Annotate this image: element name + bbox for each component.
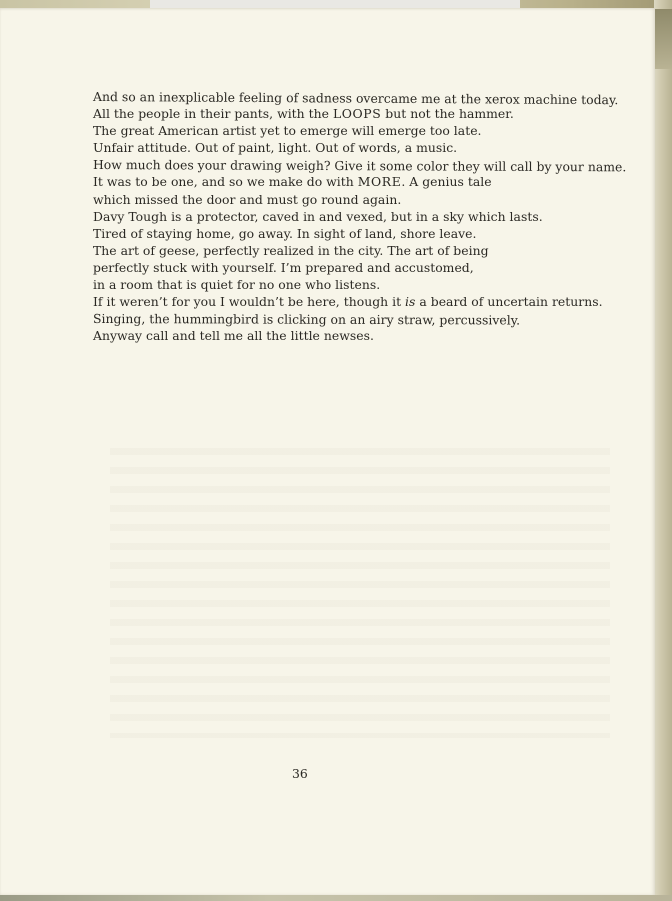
- poem-line-13-italic: is: [405, 294, 416, 310]
- poem-line-15: Anyway call and tell me all the little newses.: [93, 328, 374, 344]
- poem-line-3: The great American artist yet to emerge will emerge too late.: [93, 123, 482, 139]
- poem-line-6-end: . A genius tale: [401, 174, 492, 190]
- poem-line-2-small-caps: LOOPS: [332, 106, 382, 122]
- poem-line-11: perfectly stuck with yourself. I’m prepared and accustomed,: [93, 259, 474, 275]
- poem-line-6: [93, 173, 626, 190]
- poem-line-6-start: It was to be one, and so we make do with: [93, 174, 358, 190]
- poem-line-4: Unfair attitude. Out of paint, light. Out of words, a music.: [93, 140, 458, 156]
- scan-right-notch: [654, 9, 672, 69]
- poem-text: [93, 88, 626, 344]
- poem-line-14: Singing, the hummingbird is clicking on an airy straw, percussively.: [92, 311, 521, 328]
- poem-line-7: which missed the door and must go round again.: [93, 191, 402, 207]
- page-number: 36: [292, 766, 308, 781]
- poem-line-2-start: All the people in their pants, with the: [93, 106, 333, 122]
- show-through-texture: [110, 448, 610, 738]
- poem-line-10: The art of geese, perfectly realized in the city. The art of being: [93, 242, 489, 258]
- poem-line-9: Tired of staying home, go away. In sight of land, shore leave.: [93, 225, 477, 241]
- poem-line-13: [93, 293, 626, 310]
- poem-line-2-end: but not the hammer.: [381, 106, 514, 122]
- poem-line-5: How much does your drawing weigh? Give it some color they will call by your name.: [92, 157, 627, 175]
- poem-line-1: And so an inexplicable feeling of sadness overcame me at the xerox machine today.: [92, 89, 619, 108]
- poem-line-13-start: If it weren’t for you I wouldn’t be here, though it: [93, 294, 406, 310]
- scan-right-edge: [654, 0, 672, 901]
- poem-line-12: in a room that is quiet for no one who listens.: [93, 277, 381, 293]
- scan-bottom-edge: [0, 895, 672, 901]
- poem-line-8: Davy Tough is a protector, caved in and vexed, but in a sky which lasts.: [93, 208, 543, 224]
- poem-line-13-end: a beard of uncertain returns.: [415, 294, 603, 310]
- poem-line-6-small-caps: MORE: [357, 174, 402, 190]
